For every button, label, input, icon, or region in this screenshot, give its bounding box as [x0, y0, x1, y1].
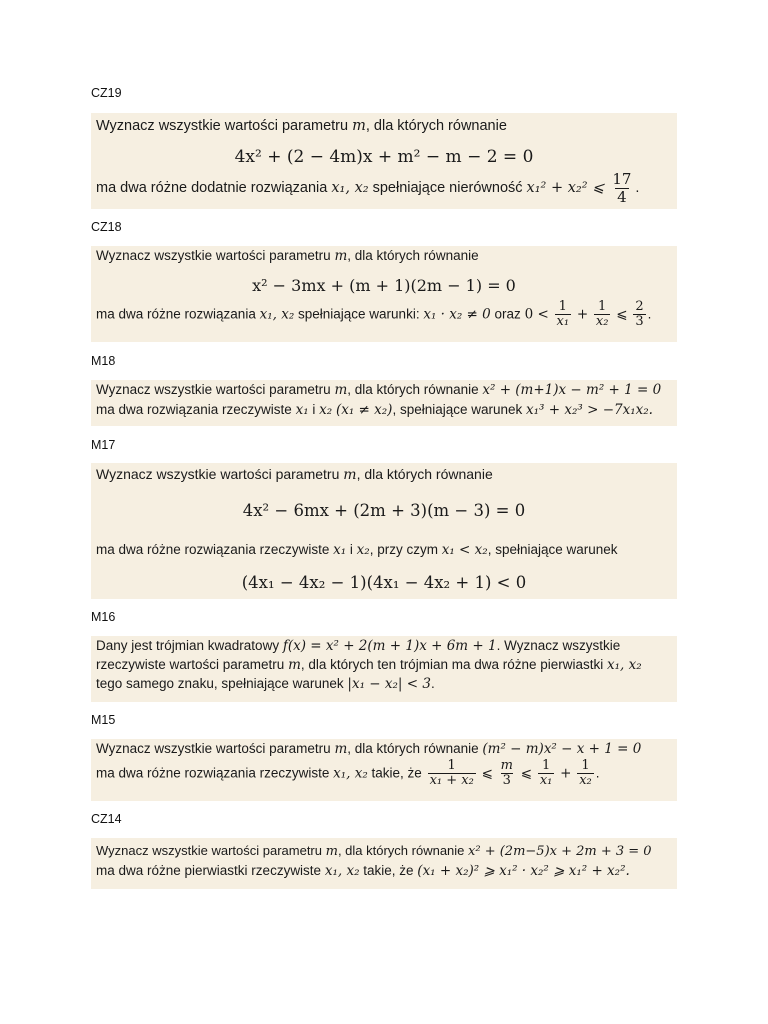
problem-line-1: Wyznacz wszystkie wartości parametru m, dla których równanie x² + (m+1)x − m² + 1 = 0 [96, 382, 662, 398]
problem-intro: Wyznacz wszystkie wartości parametru m, dla których równanie [96, 248, 479, 264]
problem-condition: ma dwa różne dodatnie rozwiązania x₁, x₂ spełniające nierówność x₁² + x₂² ⩽ $\frac{17}{4}$ . [96, 170, 640, 206]
problem-label: M15 [91, 713, 116, 727]
problem-box-cz14 [91, 838, 677, 889]
fraction: $\frac{m}{3}$ [500, 758, 513, 789]
problem-label: CZ18 [91, 220, 122, 234]
fraction: $\frac{1}{\text{x₂}}$ [595, 299, 609, 330]
problem-label: CZ19 [91, 86, 122, 100]
problem-line-1: Wyznacz wszystkie wartości parametru m, dla których równanie (m² − m)x² − x + 1 = 0 [96, 741, 642, 757]
problem-line-2: ma dwa różne rozwiązania rzeczywiste x₁, x₂ takie, że $\frac{1}{\text{x₁ + x₂}}$ ⩽ $\frac{m}{3}$ ⩽ $\frac{1}{\text{x₁}}$ + $\frac{1}{\text{x₂}}$ . [96, 758, 600, 789]
fraction: $\frac{1}{\text{x₂}}$ [579, 758, 592, 789]
problem-line-1: Dany jest trójmian kwadratowy f(x) = x² + 2(m + 1)x + 6m + 1. Wyznacz wszystkie [96, 638, 621, 654]
equation: (4x₁ − 4x₂ − 1)(4x₁ − 4x₂ + 1) < 0 [241, 573, 527, 592]
problem-box-m16 [91, 636, 677, 702]
problem-line-2: ma dwa różne pierwiastki rzeczywiste x₁, x₂ takie, że (x₁ + x₂)² ⩾ x₁² · x₂² ⩾ x₁² + x₂². [96, 863, 630, 879]
fraction: $\frac{2}{3}$ [635, 299, 644, 330]
equation: x² − 3mx + (m + 1)(2m − 1) = 0 [252, 276, 516, 295]
problem-box-cz19 [91, 113, 677, 209]
fraction: $\frac{1}{\text{x₁}}$ [556, 299, 570, 330]
problem-intro: Wyznacz wszystkie wartości parametru m, dla których równanie [96, 118, 507, 134]
problem-label: CZ14 [91, 812, 122, 826]
problem-line-2: rzeczywiste wartości parametru m, dla których ten trójmian ma dwa różne pierwiastki x₁, x₂ [96, 657, 642, 673]
fraction: $\frac{1}{\text{x₁ + x₂}}$ [429, 758, 474, 789]
problem-line-3: tego samego znaku, spełniające warunek |x₁ − x₂| < 3. [96, 676, 435, 692]
problem-label: M16 [91, 610, 116, 624]
problem-condition: ma dwa różne rozwiązania x₁, x₂ spełniające warunki: x₁ · x₂ ≠ 0 oraz 0 < $\frac{1}{\text{x₁}}$ + $\frac{1}{\text{x₂}}$ ⩽ $\frac{2}{3}$ . [96, 299, 652, 330]
problem-box-m17 [91, 463, 677, 599]
problem-condition: ma dwa różne rozwiązania rzeczywiste x₁ i x₂, przy czym x₁ < x₂, spełniające warunek [96, 542, 618, 558]
problem-box-cz18 [91, 246, 677, 342]
problem-box-m15 [91, 739, 677, 801]
problem-label: M18 [91, 354, 116, 368]
fraction: $\frac{17}{4}$ [612, 170, 632, 206]
equation: 4x² + (2 − 4m)x + m² − m − 2 = 0 [234, 147, 534, 167]
problem-intro: Wyznacz wszystkie wartości parametru m, dla których równanie [96, 466, 493, 483]
problem-box-m18 [91, 380, 677, 426]
fraction: $\frac{1}{\text{x₁}}$ [539, 758, 553, 789]
problem-line-2: ma dwa rozwiązania rzeczywiste x₁ i x₂ (x₁ ≠ x₂), spełniające warunek x₁³ + x₂³ > −7x₁x₂. [96, 402, 653, 418]
equation: 4x² − 6mx + (2m + 3)(m − 3) = 0 [242, 501, 526, 520]
problem-label: M17 [91, 438, 116, 452]
problem-line-1: Wyznacz wszystkie wartości parametru m, dla których równanie x² + (2m−5)x + 2m + 3 = 0 [96, 843, 652, 859]
